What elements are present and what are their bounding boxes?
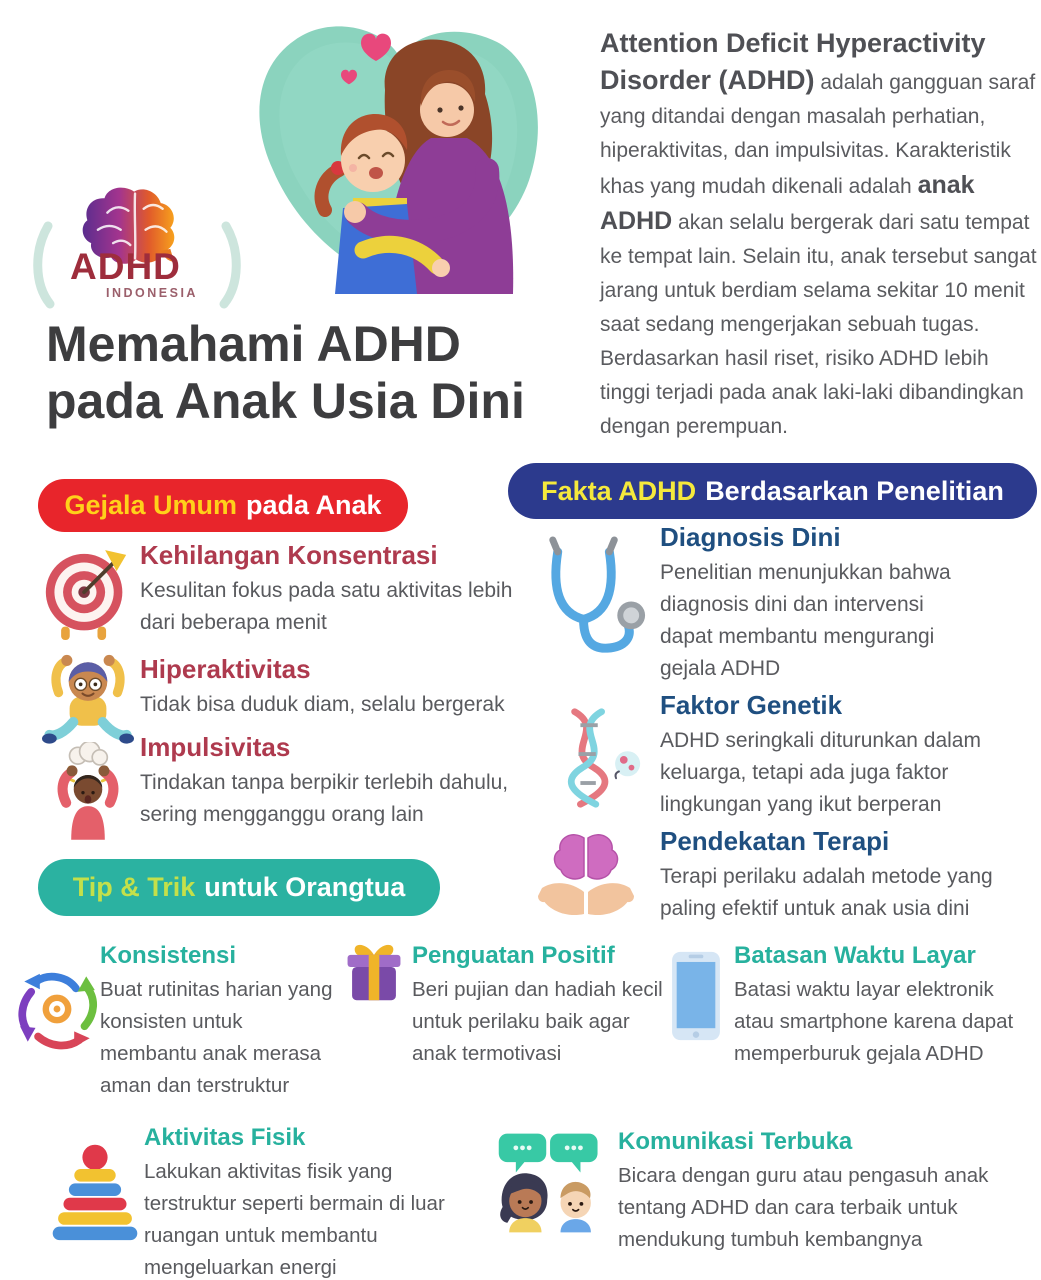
symptom-heading: Kehilangan Konsentrasi <box>140 540 438 570</box>
smartphone-icon <box>670 950 722 1042</box>
logo-subtext: INDONESIA <box>106 286 198 300</box>
tip-body: Bicara dengan guru atau pengasuh anak tentang ADHD dan cara terbaik untuk mendukung tumbuh kembangnya <box>618 1164 989 1251</box>
page-title-line1: Memahami ADHD <box>46 316 461 372</box>
tips-banner-highlight: Tip & Trik <box>72 872 196 902</box>
logo-adhd-indonesia <box>32 190 242 308</box>
symptoms-banner-highlight: Gejala Umum <box>64 490 237 520</box>
cycle-arrows-icon <box>14 966 100 1052</box>
tip-heading: Batasan Waktu Layar <box>734 942 976 969</box>
gift-icon <box>340 932 408 1008</box>
symptoms-banner-rest: pada Anak <box>246 490 382 520</box>
symptom-heading: Hiperaktivitas <box>140 654 311 684</box>
symptom-body: Tindakan tanpa berpikir terlebih dahulu, sering mengganggu orang lain <box>140 771 509 826</box>
fact-heading: Diagnosis Dini <box>660 522 841 552</box>
tips-banner <box>38 859 440 916</box>
symptoms-banner <box>38 479 408 532</box>
intro-paragraph <box>600 26 1038 444</box>
tip-heading: Aktivitas Fisik <box>144 1124 306 1151</box>
fact-heading: Pendekatan Terapi <box>660 826 890 856</box>
symptom-body: Kesulitan fokus pada satu aktivitas lebih dari beberapa menit <box>140 579 513 634</box>
impulsive-child-icon <box>46 742 130 840</box>
mother-child-illustration <box>235 10 565 305</box>
facts-banner-highlight: Fakta ADHD <box>541 476 697 506</box>
intro-text <box>600 26 1038 444</box>
tip-heading: Komunikasi Terbuka <box>618 1128 853 1155</box>
fact-heading: Faktor Genetik <box>660 690 843 720</box>
intro-lead-bold: Attention Deficit Hyperactivity Disorder (ADHD) <box>600 28 986 95</box>
stacking-rings-icon <box>50 1142 140 1250</box>
tip-heading: Konsistensi <box>100 942 237 969</box>
page-title-line2: pada Anak Usia Dini <box>46 373 525 429</box>
intro-seg2: akan selalu bergerak dari satu tempat ke tempat lain. Selain itu, anak tersebut sangat jarang untuk berdiam selama sekitar 10 menit saat sedang mengerjakan sebuah tugas. Berdasarkan hasil riset, risiko ADHD lebih tinggi terjadi pada anak laki-laki dibandingkan dengan perempuan. <box>600 211 1037 438</box>
hands-holding-brain-icon <box>536 826 636 926</box>
page-title <box>46 316 525 430</box>
facts-banner-rest: Berdasarkan Penelitian <box>705 476 1004 506</box>
fact-body: ADHD seringkali diturunkan dalam keluarga, tetapi ada juga faktor lingkungan yang ikut berperan <box>660 729 981 816</box>
tip-heading: Penguatan Positif <box>412 942 615 969</box>
intro-emph-anak-adhd: anak ADHD <box>600 171 975 235</box>
logo-text: ADHD <box>70 246 181 287</box>
children-talking-icon <box>494 1126 608 1240</box>
facts-banner <box>508 463 1037 519</box>
tip-body: Lakukan aktivitas fisik yang terstruktur seperti bermain di luar ruangan untuk membantu mengeluarkan energi <box>144 1160 445 1279</box>
target-icon <box>42 546 130 646</box>
symptom-heading: Impulsivitas <box>140 732 291 762</box>
tip-body: Buat rutinitas harian yang konsisten untuk membantu anak merasa aman dan terstruktur <box>100 978 333 1097</box>
symptom-body: Tidak bisa duduk diam, selalu bergerak <box>140 693 505 716</box>
stethoscope-icon <box>530 532 648 666</box>
fact-body: Terapi perilaku adalah metode yang paling efektif untuk anak usia dini <box>660 865 993 920</box>
fact-body: Penelitian menunjukkan bahwa diagnosis dini dan intervensi dapat membantu mengurangi gejala ADHD <box>660 561 951 680</box>
tip-body: Beri pujian dan hadiah kecil untuk perilaku baik agar anak termotivasi <box>412 978 663 1065</box>
intro-seg1: adalah gangguan saraf yang ditandai dengan masalah perhatian, hiperaktivitas, dan impulsivitas. Karakteristik khas yang mudah dikenali adalah <box>600 71 1036 198</box>
dna-icon <box>538 704 644 810</box>
tip-body: Batasi waktu layar elektronik atau smartphone karena dapat memperburuk gejala ADHD <box>734 978 1014 1065</box>
tips-banner-rest: untuk Orangtua <box>204 872 406 902</box>
